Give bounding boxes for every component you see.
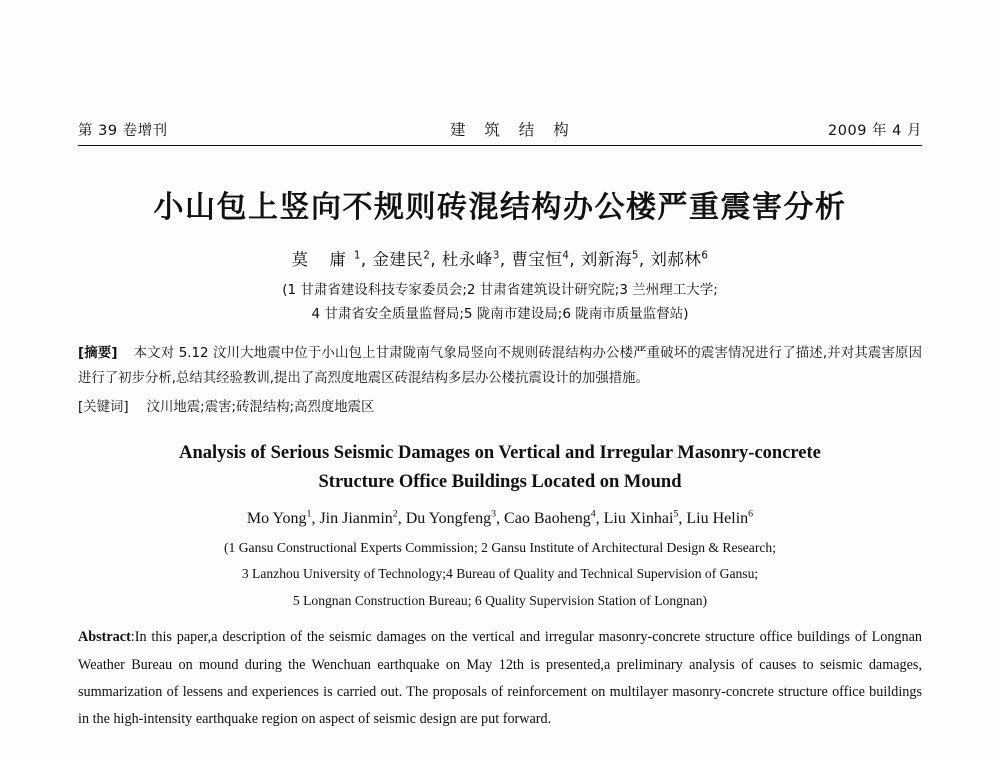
en-author-list: Mo Yong$^1$, Jin Jianmin$^2$, Du Yongfeng$^3$, Cao Baoheng$^4$, Liu Xinhai$^5$, Liu Helin$^6$: [246, 508, 754, 527]
en-author: Jin Jianmin$^2$: [319, 508, 398, 527]
cn-abstract-text: 本文对 5.12 汶川大地震中位于小山包上甘肃陇南气象局竖向不规则砖混结构办公楼严重破坏的震害情况进行了描述,并对其震害原因进行了初步分析,总结其经验教训,提出了高烈度地震区砖混结构多层办公楼抗震设计的加强措施。: [78, 346, 922, 387]
en-title-line: Analysis of Serious Seismic Damages on Vertical and Irregular Masonry-concrete: [179, 442, 821, 463]
cn-keywords: [78, 396, 922, 421]
running-head: [78, 0, 922, 140]
cn-author-sup: 1: [353, 250, 361, 262]
cn-author: 曹宝恒$^4$: [511, 250, 570, 269]
page-title: 小山包上竖向不规则砖混结构办公楼严重震害分析: [153, 190, 847, 225]
en-author-sup: 1: [306, 508, 312, 520]
en-author-sup: 5: [673, 508, 679, 520]
cn-keywords-label: [关键词]: [78, 399, 129, 415]
en-affiliation-line: 3 Lanzhou University of Technology;4 Bureau of Quality and Technical Supervision of Gansu;: [241, 566, 759, 582]
cn-author: 杜永峰$^3$: [441, 250, 500, 269]
cn-author: 金建民$^2$: [372, 250, 431, 269]
cn-author: 刘郝林$^6$: [650, 250, 709, 269]
cn-author: 莫 庸$^1$: [291, 250, 361, 269]
cn-author: 刘新海$^5$: [580, 250, 639, 269]
en-affiliation-line: (1 Gansu Constructional Experts Commission; 2 Gansu Institute of Architectural Design & Research;: [224, 539, 776, 555]
en-abstract-label: Abstract: [78, 629, 131, 646]
cn-keywords-text: 汶川地震;震害;砖混结构;高烈度地震区: [146, 399, 375, 415]
running-head-volume: 第 39 卷增刊: [78, 123, 168, 139]
cn-abstract-label: [摘要]: [78, 346, 118, 362]
en-author: Du Yongfeng$^3$: [405, 508, 497, 527]
cn-author-sup: 6: [701, 250, 709, 262]
en-abstract: [78, 624, 922, 733]
en-author: Liu Helin$^6$: [686, 508, 754, 527]
cn-author-sup: 3: [492, 250, 500, 262]
en-title-line: Structure Office Buildings Located on Mound: [318, 472, 682, 493]
header-divider: [78, 145, 922, 146]
en-abstract-text: :In this paper,a description of the seismic damages on the vertical and irregular masonry-concrete structure office buildings of Longnan Weather Bureau on mound during the Wenchuan earthquake on May 12th is presented,a preliminary analysis of causes to seismic damages, summarization of lessens and experiences is carried out. The proposals of reinforcement on multilayer masonry-concrete structure office buildings in the high-intensity earthquake region on aspect of seismic design are put forward.: [78, 629, 922, 728]
en-author-sup: 3: [491, 508, 497, 520]
cn-abstract: [78, 342, 922, 392]
en-author-sup: 2: [392, 508, 398, 520]
cn-author-sup: 4: [562, 250, 570, 262]
cn-author-sup: 2: [423, 250, 431, 262]
en-author: Liu Xinhai$^5$: [603, 508, 679, 527]
en-affiliations: [78, 535, 922, 615]
en-author-sup: 4: [590, 508, 596, 520]
cn-affiliation-line: 4 甘肃省安全质量监督局;5 陇南市建设局;6 陇南市质量监督站): [311, 305, 689, 322]
cn-author-sup: 5: [631, 250, 639, 262]
running-head-date: 2009 年 4 月: [828, 123, 922, 139]
en-author-sup: 6: [748, 508, 754, 520]
en-affiliation-line: 5 Longnan Construction Bureau; 6 Quality Supervision Station of Longnan): [292, 592, 708, 608]
running-head-journal: 建 筑 结 构: [449, 121, 576, 139]
cn-affiliation-line: (1 甘肃省建设科技专家委员会;2 甘肃省建筑设计研究院;3 兰州理工大学;: [282, 282, 718, 298]
en-author: Cao Baoheng$^4$: [504, 508, 596, 527]
en-author: Mo Yong$^1$: [246, 508, 312, 527]
cn-affiliations: [78, 279, 922, 326]
en-title: [78, 439, 922, 498]
cn-author-list: 莫 庸$^1$, 金建民$^2$, 杜永峰$^3$, 曹宝恒$^4$, 刘新海$^5$, 刘郝林$^6$: [291, 250, 709, 269]
